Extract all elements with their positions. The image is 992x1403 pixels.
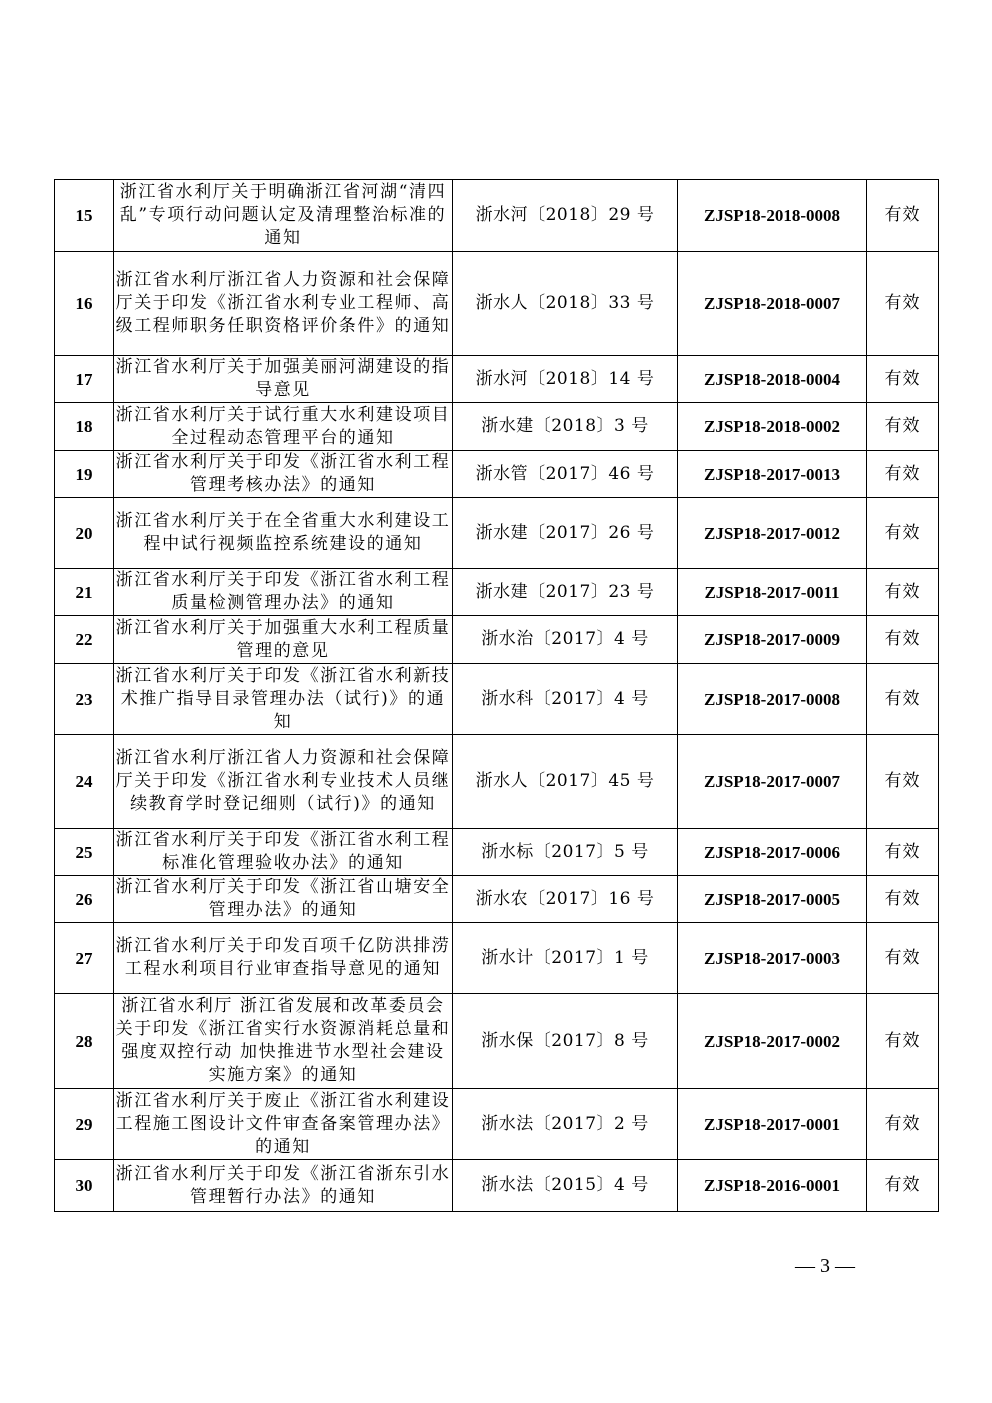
registration-code: ZJSP18-2017-0009 — [678, 616, 867, 664]
document-title: 浙江省水利厅关于印发《浙江省山塘安全管理办法》的通知 — [114, 876, 453, 923]
table-row — [55, 180, 939, 252]
document-number: 浙水建〔2017〕23 号 — [453, 569, 678, 616]
document-number: 浙水法〔2015〕4 号 — [453, 1160, 678, 1212]
document-title: 浙江省水利厅关于加强重大水利工程质量管理的意见 — [114, 616, 453, 664]
document-title: 浙江省水利厅关于印发百项千亿防洪排涝工程水利项目行业审查指导意见的通知 — [114, 923, 453, 994]
document-title: 浙江省水利厅关于在全省重大水利建设工程中试行视频监控系统建设的通知 — [114, 498, 453, 569]
status: 有效 — [867, 356, 939, 403]
status: 有效 — [867, 252, 939, 356]
row-number: 18 — [55, 403, 114, 451]
row-number: 21 — [55, 569, 114, 616]
registration-code: ZJSP18-2017-0008 — [678, 664, 867, 735]
status: 有效 — [867, 876, 939, 923]
row-number: 17 — [55, 356, 114, 403]
document-number: 浙水保〔2017〕8 号 — [453, 994, 678, 1089]
table-row — [55, 923, 939, 994]
document-title: 浙江省水利厅关于印发《浙江省水利工程标准化管理验收办法》的通知 — [114, 829, 453, 876]
status: 有效 — [867, 403, 939, 451]
table-row — [55, 664, 939, 735]
status: 有效 — [867, 1089, 939, 1160]
registration-code: ZJSP18-2017-0013 — [678, 451, 867, 498]
document-title: 浙江省水利厅关于印发《浙江省水利新技术推广指导目录管理办法（试行)》的通知 — [114, 664, 453, 735]
document-title: 浙江省水利厅浙江省人力资源和社会保障厅关于印发《浙江省水利专业工程师、高级工程师职务任职资格评价条件》的通知 — [114, 252, 453, 356]
table-row — [55, 1089, 939, 1160]
table-row — [55, 498, 939, 569]
status: 有效 — [867, 498, 939, 569]
document-number: 浙水人〔2018〕33 号 — [453, 252, 678, 356]
registration-code: ZJSP18-2017-0011 — [678, 569, 867, 616]
row-number: 29 — [55, 1089, 114, 1160]
registration-code: ZJSP18-2017-0001 — [678, 1089, 867, 1160]
document-title: 浙江省水利厅关于加强美丽河湖建设的指导意见 — [114, 356, 453, 403]
table-row — [55, 403, 939, 451]
status: 有效 — [867, 451, 939, 498]
document-number: 浙水管〔2017〕46 号 — [453, 451, 678, 498]
table-row — [55, 451, 939, 498]
status: 有效 — [867, 829, 939, 876]
table-row — [55, 356, 939, 403]
document-table — [54, 179, 939, 1212]
status: 有效 — [867, 180, 939, 252]
document-number: 浙水科〔2017〕4 号 — [453, 664, 678, 735]
document-title: 浙江省水利厅 浙江省发展和改革委员会关于印发《浙江省实行水资源消耗总量和强度双控行动 加快推进节水型社会建设实施方案》的通知 — [114, 994, 453, 1089]
row-number: 22 — [55, 616, 114, 664]
table-row — [55, 1160, 939, 1212]
row-number: 23 — [55, 664, 114, 735]
document-title: 浙江省水利厅浙江省人力资源和社会保障厅关于印发《浙江省水利专业技术人员继续教育学时登记细则（试行)》的通知 — [114, 735, 453, 829]
table-row — [55, 569, 939, 616]
status: 有效 — [867, 735, 939, 829]
row-number: 25 — [55, 829, 114, 876]
registration-code: ZJSP18-2017-0003 — [678, 923, 867, 994]
table-row — [55, 829, 939, 876]
document-title: 浙江省水利厅关于印发《浙江省浙东引水管理暂行办法》的通知 — [114, 1160, 453, 1212]
table-row — [55, 735, 939, 829]
document-title: 浙江省水利厅关于印发《浙江省水利工程管理考核办法》的通知 — [114, 451, 453, 498]
registration-code: ZJSP18-2018-0008 — [678, 180, 867, 252]
document-number: 浙水农〔2017〕16 号 — [453, 876, 678, 923]
table-row — [55, 252, 939, 356]
document-number: 浙水标〔2017〕5 号 — [453, 829, 678, 876]
table-row — [55, 994, 939, 1089]
status: 有效 — [867, 1160, 939, 1212]
registration-code: ZJSP18-2017-0006 — [678, 829, 867, 876]
document-title: 浙江省水利厅关于废止《浙江省水利建设工程施工图设计文件审查备案管理办法》的通知 — [114, 1089, 453, 1160]
row-number: 19 — [55, 451, 114, 498]
document-number: 浙水建〔2018〕3 号 — [453, 403, 678, 451]
document-title: 浙江省水利厅关于试行重大水利建设项目全过程动态管理平台的通知 — [114, 403, 453, 451]
document-number: 浙水法〔2017〕2 号 — [453, 1089, 678, 1160]
registration-code: ZJSP18-2017-0005 — [678, 876, 867, 923]
document-number: 浙水计〔2017〕1 号 — [453, 923, 678, 994]
document-number: 浙水河〔2018〕29 号 — [453, 180, 678, 252]
registration-code: ZJSP18-2017-0012 — [678, 498, 867, 569]
document-title: 浙江省水利厅关于明确浙江省河湖“清四乱”专项行动问题认定及清理整治标准的通知 — [114, 180, 453, 252]
table-row — [55, 616, 939, 664]
status: 有效 — [867, 923, 939, 994]
row-number: 30 — [55, 1160, 114, 1212]
document-number: 浙水河〔2018〕14 号 — [453, 356, 678, 403]
row-number: 20 — [55, 498, 114, 569]
table-row — [55, 876, 939, 923]
status: 有效 — [867, 569, 939, 616]
document-number: 浙水治〔2017〕4 号 — [453, 616, 678, 664]
registration-code: ZJSP18-2018-0007 — [678, 252, 867, 356]
row-number: 26 — [55, 876, 114, 923]
registration-code: ZJSP18-2017-0007 — [678, 735, 867, 829]
document-title: 浙江省水利厅关于印发《浙江省水利工程质量检测管理办法》的通知 — [114, 569, 453, 616]
row-number: 28 — [55, 994, 114, 1089]
row-number: 16 — [55, 252, 114, 356]
status: 有效 — [867, 664, 939, 735]
row-number: 27 — [55, 923, 114, 994]
registration-code: ZJSP18-2018-0002 — [678, 403, 867, 451]
page-number: — 3 — — [795, 1255, 855, 1277]
registration-code: ZJSP18-2017-0002 — [678, 994, 867, 1089]
document-number: 浙水建〔2017〕26 号 — [453, 498, 678, 569]
registration-code: ZJSP18-2018-0004 — [678, 356, 867, 403]
registration-code: ZJSP18-2016-0001 — [678, 1160, 867, 1212]
status: 有效 — [867, 994, 939, 1089]
row-number: 24 — [55, 735, 114, 829]
row-number: 15 — [55, 180, 114, 252]
status: 有效 — [867, 616, 939, 664]
document-number: 浙水人〔2017〕45 号 — [453, 735, 678, 829]
